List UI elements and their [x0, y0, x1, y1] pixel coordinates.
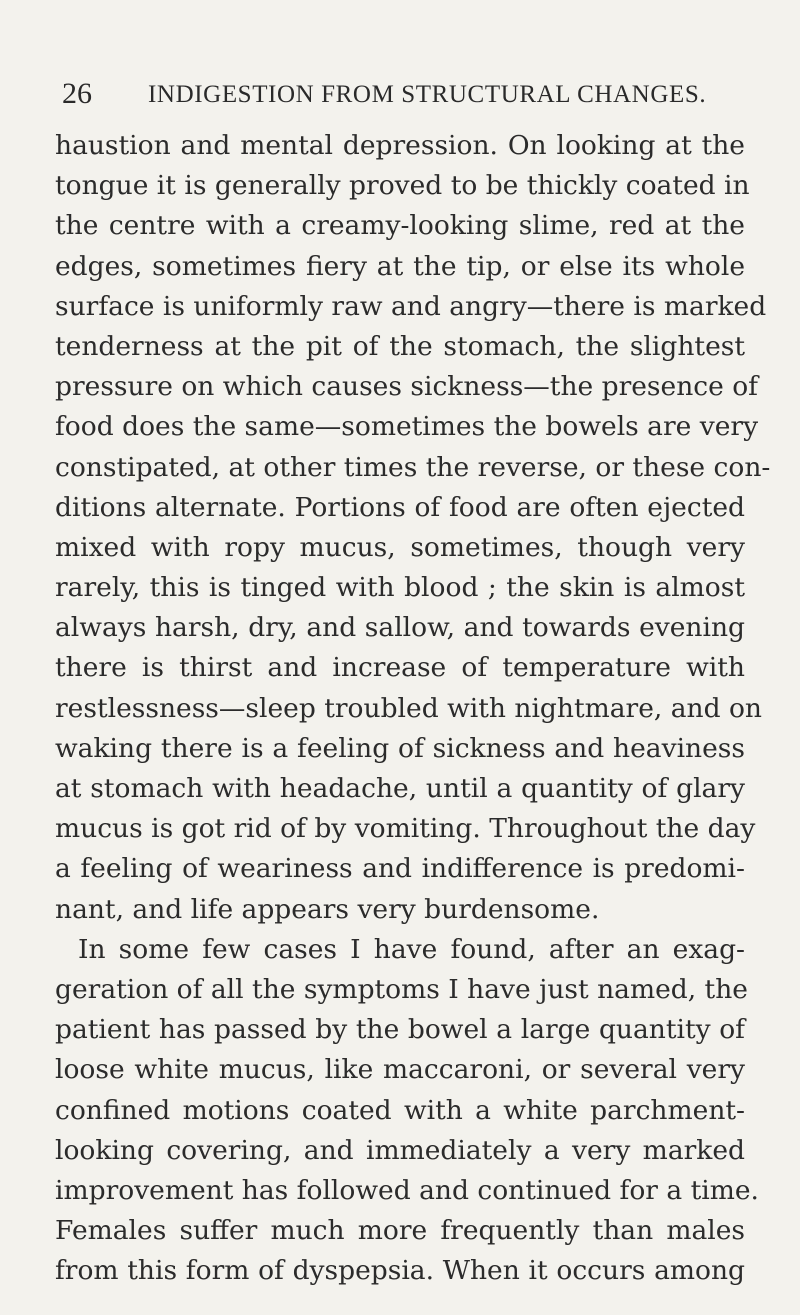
text-line: mixed with ropy mucus, sometimes, though very — [55, 531, 745, 563]
text-line: always harsh, dry, and sallow, and towards evening — [55, 612, 745, 644]
text-line: at stomach with headache, until a quantity of glary — [55, 773, 745, 804]
page-number: 26 — [62, 77, 92, 110]
body-text — [55, 126, 771, 1291]
text-line: Females suffer much more frequently than males — [55, 1215, 745, 1247]
text-line: geration of all the symptoms I have just named, the — [55, 973, 748, 1005]
text-line: pressure on which causes sickness—the presence of — [55, 371, 758, 403]
paragraph-start-line: In some few cases I have found, after an exag- — [78, 933, 745, 965]
text-line: mucus is got rid of by vomiting. Throughout the day — [55, 813, 756, 845]
text-line: a feeling of weariness and indifference is predomi- — [55, 853, 745, 885]
text-line: improvement has followed and continued for a time. — [55, 1174, 759, 1206]
paragraph-end-line: nant, and life appears very burdensome. — [55, 893, 600, 925]
text-line: ditions alternate. Portions of food are often ejected — [55, 491, 745, 523]
text-line: tongue it is generally proved to be thickly coated in — [55, 170, 750, 202]
text-line: tenderness at the pit of the stomach, the slightest — [55, 330, 745, 362]
text-line: the centre with a creamy-looking slime, red at the — [55, 210, 745, 242]
text-line: haustion and mental depression. On looking at the — [55, 130, 745, 161]
running-title: INDIGESTION FROM STRUCTURAL CHANGES. — [148, 81, 707, 108]
text-line: from this form of dyspepsia. When it occurs among — [55, 1255, 745, 1287]
page-header — [62, 76, 752, 116]
text-line: food does the same—sometimes the bowels are very — [55, 411, 759, 443]
text-line: edges, sometimes fiery at the tip, or else its whole — [55, 250, 745, 282]
text-line: rarely, this is tinged with blood ; the skin is almost — [55, 572, 745, 604]
text-line: restlessness—sleep troubled with nightmare, and on — [55, 692, 762, 724]
text-line: waking there is a feeling of sickness and heaviness — [55, 732, 745, 764]
text-line: loose white mucus, like maccaroni, or several very — [55, 1054, 745, 1086]
text-line: looking covering, and immediately a very marked — [55, 1134, 745, 1166]
text-line: surface is uniformly raw and angry—there is marked — [55, 290, 767, 322]
text-line: confined motions coated with a white parchment- — [55, 1094, 745, 1126]
text-line: constipated, at other times the reverse, or these con- — [55, 451, 771, 483]
text-line: patient has passed by the bowel a large quantity of — [55, 1014, 745, 1046]
text-line: there is thirst and increase of temperature with — [55, 652, 745, 684]
